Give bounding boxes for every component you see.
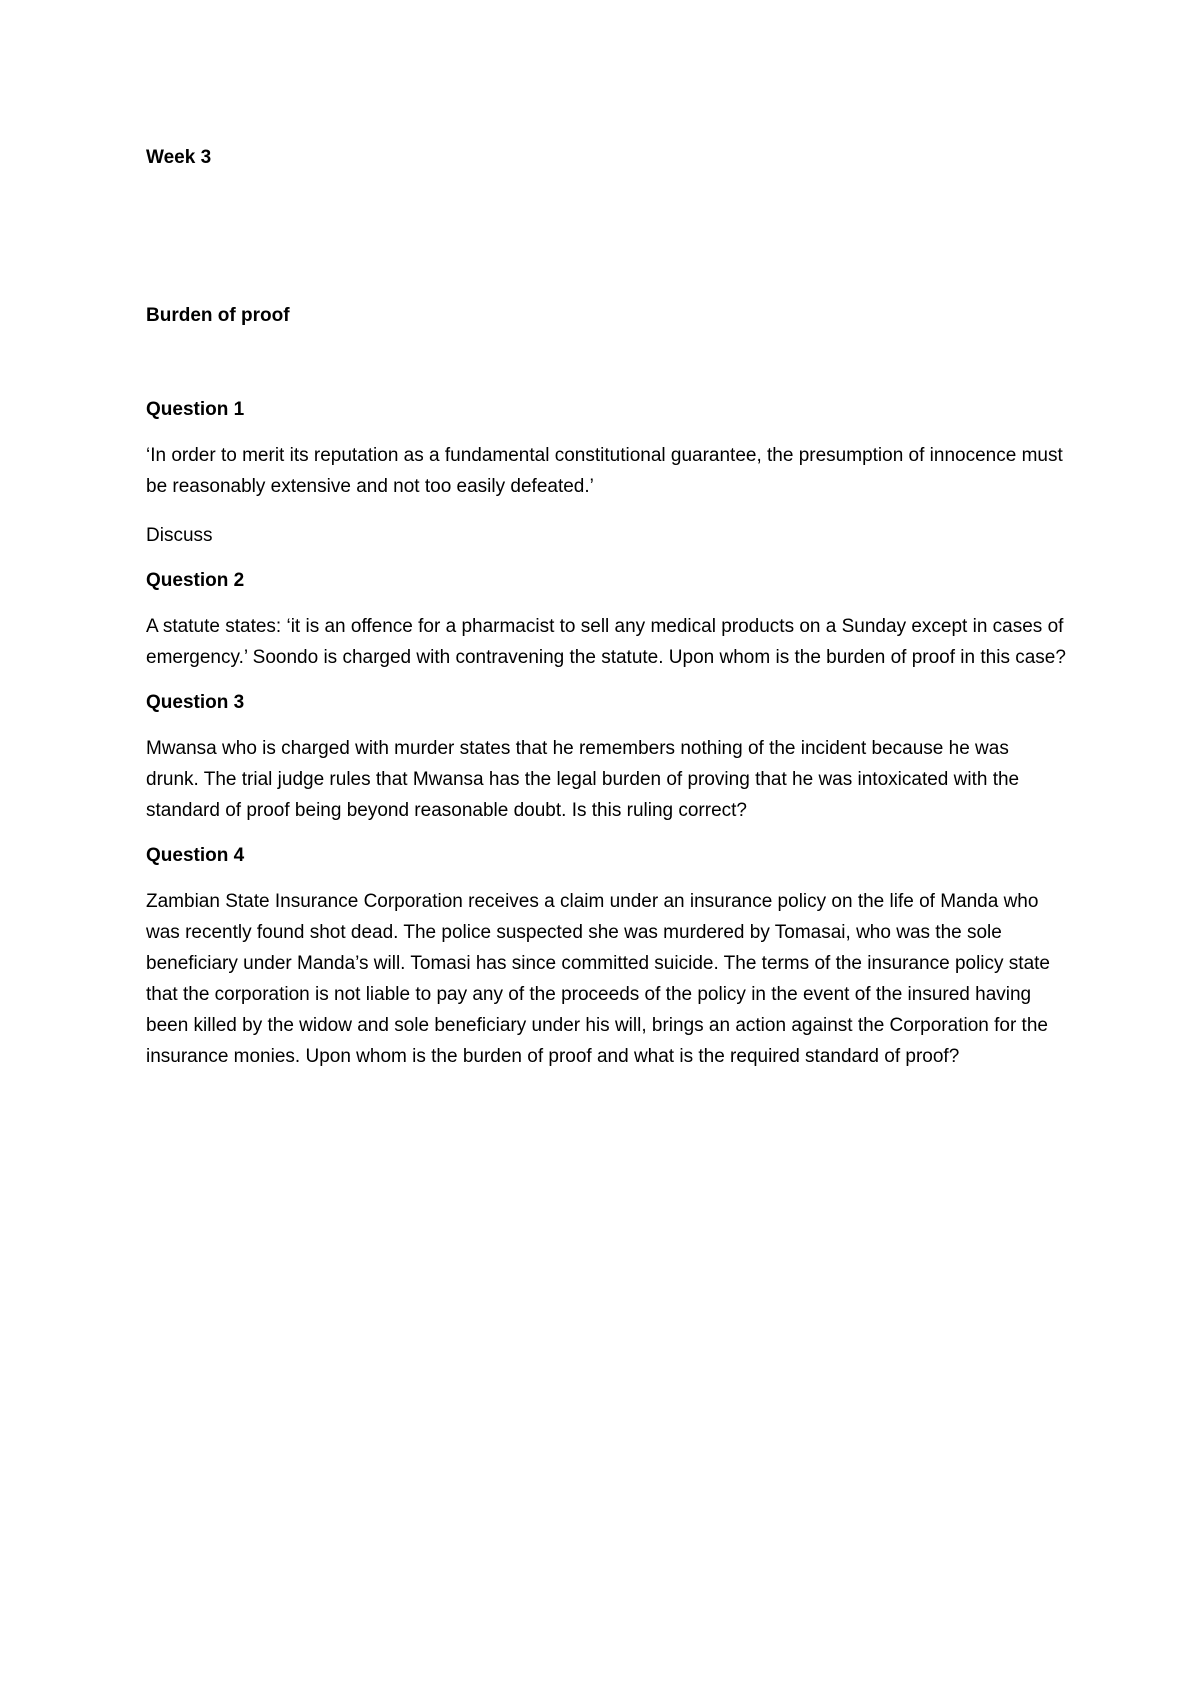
question-2 — [146, 569, 1066, 673]
section-title: Burden of proof — [146, 305, 290, 326]
question-3-title: Question 3 — [146, 692, 245, 713]
question-1-quote: ‘In order to merit its reputation as a fundamental constitutional guarantee, the presumption of innocence must be reasonably extensive and not too easily defeated.’ — [146, 445, 1063, 497]
question-3-text: Mwansa who is charged with murder states that he remembers nothing of the incident because he was drunk. The trial judge rules that Mwansa has the legal burden of proving that he was intoxicated with the standard of proof being beyond reasonable doubt. Is this ruling correct? — [146, 738, 1020, 821]
question-1-instruction: Discuss — [146, 525, 213, 546]
question-2-title: Question 2 — [146, 570, 245, 591]
document-content — [146, 146, 1066, 1090]
question-4-text: Zambian State Insurance Corporation receives a claim under an insurance policy on the life of Manda who was recently found shot dead. The police suspected she was murdered by Tomasai, who was the sole beneficiary under Manda’s will. Tomasi has since committed suicide. The terms of the insurance policy state that the corporation is not liable to pay any of the proceeds of the policy in the event of the insured having been killed by the widow and sole beneficiary under his will, brings an action against the Corporation for the insurance monies. Upon whom is the burden of proof and what is the required standard of proof? — [146, 891, 1050, 1067]
question-3 — [146, 691, 1066, 826]
question-4 — [146, 844, 1066, 1072]
question-4-title: Question 4 — [146, 845, 245, 866]
question-2-text: A statute states: ‘it is an offence for a pharmacist to sell any medical products on a Sunday except in cases of emergency.’ Soondo is charged with contravening the statute. Upon whom is the burden of proof in this case? — [146, 616, 1066, 668]
question-1-title: Question 1 — [146, 399, 245, 420]
question-1 — [146, 398, 1066, 551]
week-title: Week 3 — [146, 147, 212, 168]
